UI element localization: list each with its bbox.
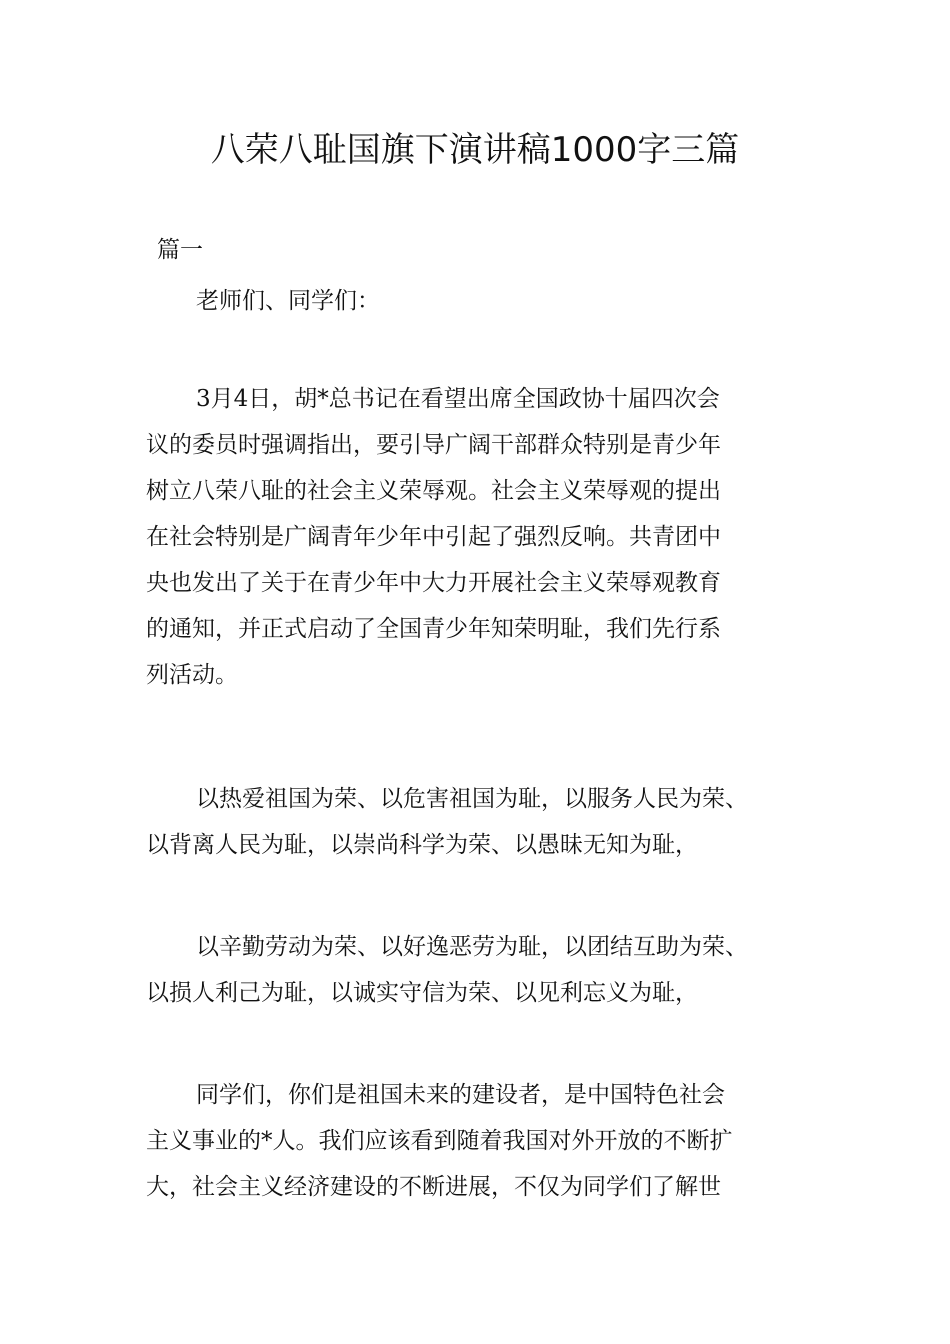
paragraph-1 <box>146 376 814 698</box>
greeting: 老师们、同学们： <box>196 288 380 314</box>
paragraph-line: 列活动。 <box>146 662 238 688</box>
paragraph-3 <box>146 924 814 1016</box>
paragraph-line: 以背离人民为耻，以崇尚科学为荣、以愚昧无知为耻， <box>146 832 698 858</box>
paragraph-line: 3月4日，胡*总书记在看望出席全国政协十届四次会 <box>196 386 720 412</box>
paragraph-line: 同学们，你们是祖国未来的建设者，是中国特色社会 <box>196 1082 725 1108</box>
paragraph-line: 以辛勤劳动为荣、以好逸恶劳为耻，以团结互助为荣、 <box>196 934 748 960</box>
paragraph-line: 议的委员时强调指出，要引导广阔干部群众特别是青少年 <box>146 432 721 458</box>
paragraph-line: 央也发出了关于在青少年中大力开展社会主义荣辱观教育 <box>146 570 721 596</box>
paragraph-2 <box>146 776 814 868</box>
document-title: 八荣八耻国旗下演讲稿1000字三篇 <box>210 130 740 170</box>
paragraph-line: 以损人利己为耻，以诚实守信为荣、以见利忘义为耻， <box>146 980 698 1006</box>
paragraph-line: 大，社会主义经济建设的不断进展，不仅为同学们了解世 <box>146 1174 721 1200</box>
section-label: 篇一 <box>157 237 203 263</box>
paragraph-line: 主义事业的*人。我们应该看到随着我国对外开放的不断扩 <box>146 1128 733 1154</box>
paragraph-line: 以热爱祖国为荣、以危害祖国为耻，以服务人民为荣、 <box>196 786 748 812</box>
paragraph-line: 的通知，并正式启动了全国青少年知荣明耻，我们先行系 <box>146 616 721 642</box>
paragraph-line: 在社会特别是广阔青年少年中引起了强烈反响。共青团中 <box>146 524 721 550</box>
paragraph-line: 树立八荣八耻的社会主义荣辱观。社会主义荣辱观的提出 <box>146 478 721 504</box>
paragraph-4 <box>146 1072 814 1210</box>
